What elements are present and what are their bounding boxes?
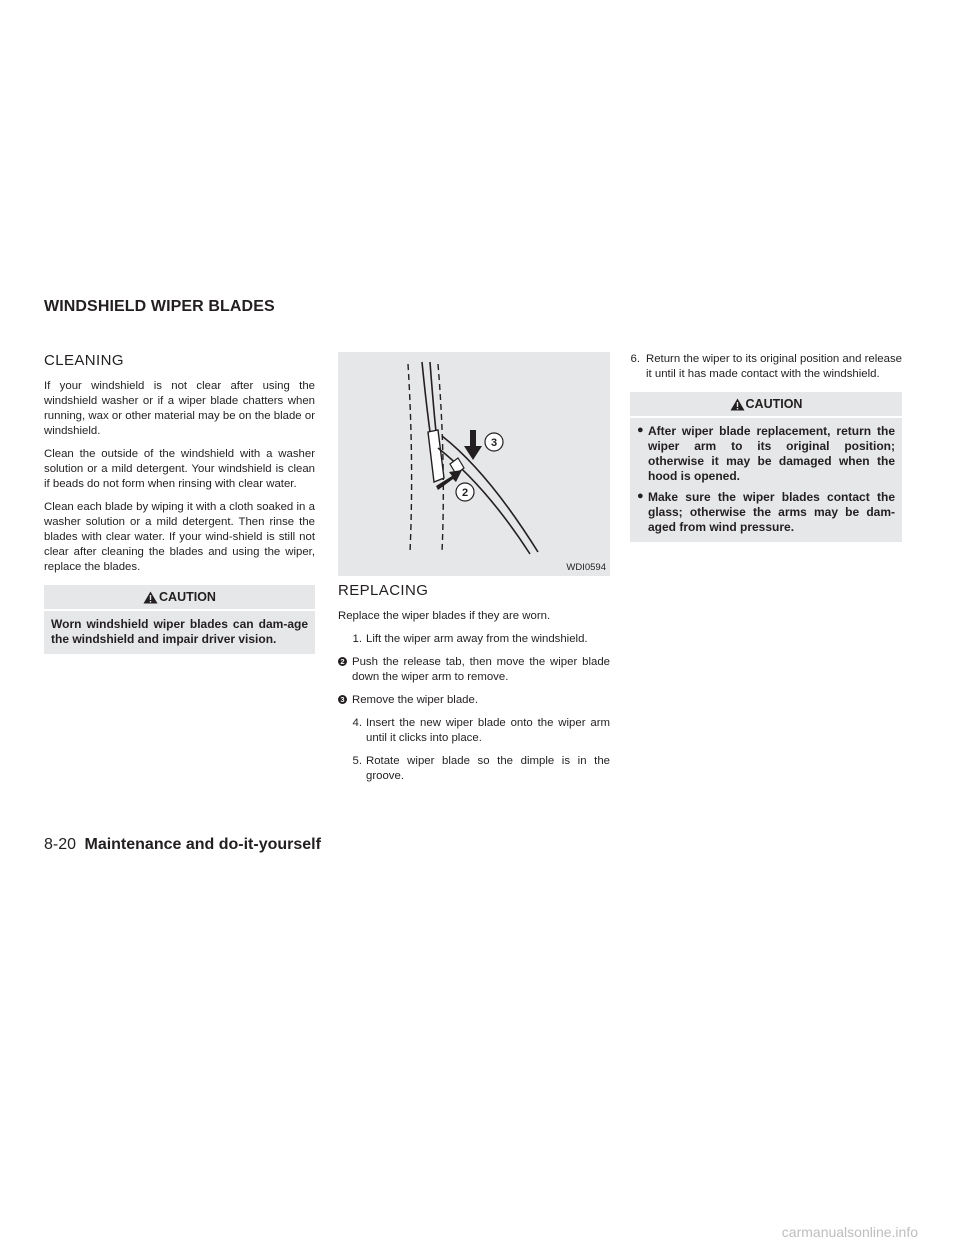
step-number: 1. — [352, 633, 362, 645]
warning-icon — [730, 398, 745, 411]
replacing-intro: Replace the wiper blades if they are worn. — [338, 610, 551, 622]
caution-label: CAUTION — [159, 590, 216, 604]
step-number-circle: 3 — [338, 695, 347, 704]
step-6 — [630, 352, 902, 382]
bullet-icon: ● — [637, 424, 644, 436]
step-number: 4. — [352, 717, 362, 729]
wiper-figure — [338, 352, 610, 576]
section-title: WINDSHIELD WIPER BLADES — [44, 298, 275, 315]
warning-icon — [143, 591, 158, 604]
bullet-icon: ● — [637, 490, 644, 502]
step-text: Lift the wiper arm away from the windshield. — [366, 633, 588, 645]
step-text: Remove the wiper blade. — [352, 694, 478, 706]
chapter-title: Maintenance and do-it-yourself — [84, 836, 321, 853]
step-text: Push the release tab, then move the wiper blade down the wiper arm to remove. — [352, 656, 610, 683]
replacing-heading: REPLACING — [338, 582, 429, 599]
caution-header — [630, 397, 902, 418]
cleaning-paragraph-2: Clean the outside of the windshield with a washer solution or a mild detergent. Your windshield is clean if beads do not form when rinsing with clear water. — [44, 448, 315, 490]
step-3 — [338, 693, 610, 708]
column-replacing-continued — [630, 352, 902, 542]
step-2 — [338, 655, 610, 685]
step-5 — [338, 754, 610, 784]
watermark: carmanualsonline.info — [781, 1224, 918, 1240]
caution-text: Worn windshield wiper blades can dam-age the windshield and impair driver vision. — [51, 617, 308, 646]
figure-code: WDI0594 — [566, 562, 606, 573]
callout-2: 2 — [461, 487, 469, 499]
column-cleaning — [44, 352, 315, 654]
wiper-illustration — [338, 352, 610, 576]
cleaning-heading: CLEANING — [44, 352, 124, 369]
step-text: Return the wiper to its original position and release it until it has made contact with the windshield. — [646, 353, 902, 380]
caution-header — [44, 590, 315, 611]
caution-bullet-text: After wiper blade replacement, return the wiper arm to its original position; otherwise it may be damaged when the hood is opened. — [648, 424, 895, 483]
replacing-caution-box — [630, 392, 902, 542]
callout-3: 3 — [490, 437, 498, 449]
caution-bullet-1 — [637, 424, 895, 484]
step-4 — [338, 716, 610, 746]
cleaning-paragraph-1: If your windshield is not clear after using the windshield washer or if a wiper blade chatters when running, wax or other material may be on the blade or windshield. — [44, 380, 315, 437]
cleaning-caution-box — [44, 585, 315, 654]
step-number: 6. — [630, 353, 640, 365]
step-text: Rotate wiper blade so the dimple is in the groove. — [366, 755, 610, 782]
page-footer — [44, 836, 321, 854]
column-replacing — [338, 352, 610, 792]
page-number: 8-20 — [44, 836, 77, 853]
step-text: Insert the new wiper blade onto the wiper arm until it clicks into place. — [366, 717, 610, 744]
step-1 — [338, 632, 610, 647]
cleaning-paragraph-3: Clean each blade by wiping it with a cloth soaked in a washer solution or a mild detergent. Then rinse the blades with clear water. If your wind-shield is still not clear after cleaning the blades and using the wiper, replace the blades. — [44, 501, 315, 573]
caution-bullet-2 — [637, 490, 895, 535]
caution-bullet-text: Make sure the wiper blades contact the glass; otherwise the arms may be dam-aged from wind pressure. — [648, 490, 895, 534]
step-number-circle: 2 — [338, 657, 347, 666]
step-number: 5. — [352, 755, 362, 767]
caution-label: CAUTION — [745, 397, 803, 411]
